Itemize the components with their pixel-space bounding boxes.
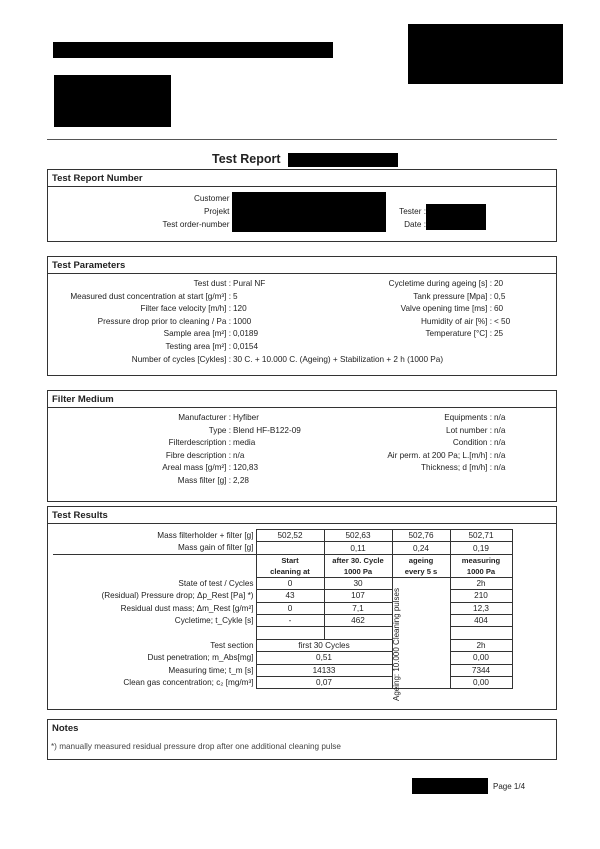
field-label: Filter face velocity [m/h] : xyxy=(140,304,231,313)
field-label: Testing area [m²] : xyxy=(165,342,231,351)
notes-text: *) manually measured residual pressure drop after one additional cleaning pulse xyxy=(51,742,341,751)
table-header-row xyxy=(53,554,512,577)
field-label: Sample area [m²] : xyxy=(164,329,231,338)
row-label: Mass filterholder + filter [g] xyxy=(157,531,254,541)
row-label: State of test / Cycles xyxy=(178,578,254,588)
table-cell: 0,00 xyxy=(450,676,512,688)
field-value: Pural NF xyxy=(233,279,266,288)
field-label: Manufacturer : xyxy=(178,413,231,422)
field-label: Filterdescription : xyxy=(169,438,231,447)
results-section xyxy=(47,506,557,710)
field-label: Tank pressure [Mpa] : xyxy=(413,292,492,301)
redacted-address xyxy=(54,75,171,127)
section-heading: Filter Medium xyxy=(48,391,556,408)
table-cell: first 30 Cycles xyxy=(256,639,392,651)
field-label: Equipments : xyxy=(444,413,492,422)
ageing-vertical-label: Ageing: 10.000 Cleaning pulses xyxy=(392,588,401,701)
table-cell: 0,11 xyxy=(324,542,392,554)
field-label: Pressure drop prior to cleaning / Pa : xyxy=(98,317,231,326)
tester-label: Tester : xyxy=(399,207,426,216)
redacted-footer xyxy=(412,778,488,794)
table-cell: 30 xyxy=(324,577,392,589)
field-value: 0,0189 xyxy=(233,329,259,339)
section-heading: Test Parameters xyxy=(48,257,556,274)
row-label: Clean gas concentration; c₂ [mg/m³] xyxy=(123,678,254,688)
field-label: Measured dust concentration at start [g/m³] : xyxy=(70,292,231,301)
table-cell: 107 xyxy=(324,590,392,602)
table-row xyxy=(53,542,512,554)
page-number: Page 1/4 xyxy=(493,782,526,791)
table-cell: 0,07 xyxy=(256,676,392,688)
field-value: n/a xyxy=(494,413,506,422)
table-cell xyxy=(256,542,324,554)
field-value: 0,5 xyxy=(494,291,506,301)
field-label: Test dust : xyxy=(194,279,231,288)
redacted-company-name xyxy=(53,42,333,58)
section-heading: Test Results xyxy=(48,507,556,524)
results-table xyxy=(53,529,513,689)
field-value: 30 C. + 10.000 C. (Ageing) + Stabilization + 2 h (1000 Pa) xyxy=(233,354,444,364)
field-value: 120,83 xyxy=(233,463,259,473)
column-header: ageing every 5 s xyxy=(392,554,450,577)
table-cell: 43 xyxy=(256,590,324,602)
header-rule xyxy=(47,139,557,140)
table-row xyxy=(53,530,512,542)
field-label: Air perm. at 200 Pa; L.[m/h] : xyxy=(387,451,492,460)
column-header: after 30. Cycle 1000 Pa xyxy=(324,554,392,577)
field-label: Temperature [°C] : xyxy=(425,329,492,338)
field-label: Thickness; d [m/h] : xyxy=(421,463,492,472)
field-label: Cycletime during ageing [s] : xyxy=(389,279,492,288)
field-value: n/a xyxy=(233,450,245,460)
field-value: Blend HF-B122-09 xyxy=(233,425,301,435)
table-cell: 502,71 xyxy=(450,530,512,542)
field-label: Condition : xyxy=(453,438,492,447)
parameters-section xyxy=(47,256,557,376)
field-value: 1000 xyxy=(233,316,252,326)
field-value: 25 xyxy=(494,329,504,339)
field-label: Areal mass [g/m²] : xyxy=(162,463,231,472)
column-header: measuring 1000 Pa xyxy=(450,554,512,577)
table-cell: 0,00 xyxy=(450,652,512,664)
table-cell: 404 xyxy=(450,614,512,626)
field-value: 2,28 xyxy=(233,476,249,485)
field-value: 5 xyxy=(233,291,238,301)
table-cell: 0,19 xyxy=(450,542,512,554)
project-label: Projekt : xyxy=(204,207,234,216)
field-value: 20 xyxy=(494,279,504,288)
table-cell: 502,52 xyxy=(256,530,324,542)
row-label: Residual dust mass; Δm_Rest [g/m²] xyxy=(120,603,254,613)
customer-label: Customer : xyxy=(194,194,234,203)
field-value: 60 xyxy=(494,304,504,314)
row-label: Dust penetration; m_Abs[mg] xyxy=(147,653,254,663)
notes-section xyxy=(47,719,557,760)
row-label: Test section xyxy=(210,640,254,650)
field-value: media xyxy=(233,438,256,448)
field-value: 0,0154 xyxy=(233,342,259,351)
table-cell: 7344 xyxy=(450,664,512,676)
table-cell: 0 xyxy=(256,577,324,589)
table-cell: 2h xyxy=(450,639,512,651)
redacted-tester-info xyxy=(426,204,486,230)
table-cell: 0,24 xyxy=(392,542,450,554)
row-label: (Residual) Pressure drop; Δp_Rest [Pa] *) xyxy=(101,591,254,601)
table-cell: 12,3 xyxy=(450,602,512,614)
field-value: 120 xyxy=(233,304,247,314)
section-heading: Test Report Number xyxy=(48,170,556,187)
field-value: n/a xyxy=(494,425,506,435)
redacted-logo xyxy=(408,24,563,84)
row-label: Cycletime; t_Cykle [s] xyxy=(174,616,254,626)
order-label: Test order-number : xyxy=(163,220,234,229)
section-heading: Notes xyxy=(52,723,79,734)
table-cell: 462 xyxy=(324,614,392,626)
table-cell: 7,1 xyxy=(324,602,392,614)
table-cell: - xyxy=(256,614,324,626)
field-label: Number of cycles [Cykles] : xyxy=(132,355,231,364)
field-label: Lot number : xyxy=(446,426,492,435)
field-value: Hyfiber xyxy=(233,413,259,422)
table-cell: 502,63 xyxy=(324,530,392,542)
column-header: Start cleaning at xyxy=(256,554,324,577)
redacted-report-id xyxy=(288,153,398,167)
field-value: n/a xyxy=(494,438,506,448)
redacted-customer-info xyxy=(232,192,386,232)
table-cell: 14133 xyxy=(256,664,392,676)
table-cell: 0,51 xyxy=(256,652,392,664)
field-label: Valve opening time [ms] : xyxy=(401,304,492,313)
field-label: Type : xyxy=(209,426,231,435)
table-cell: 0 xyxy=(256,602,324,614)
field-label: Mass filter [g] : xyxy=(178,476,231,485)
filter-medium-section xyxy=(47,390,557,502)
field-label: Fibre description : xyxy=(166,451,231,460)
field-value: n/a xyxy=(494,450,506,460)
date-label: Date : xyxy=(404,220,426,229)
field-value: < 50 xyxy=(494,316,511,326)
row-label: Mass gain of filter [g] xyxy=(177,543,254,553)
table-row xyxy=(53,577,512,589)
table-cell: 502,76 xyxy=(392,530,450,542)
table-cell: 2h xyxy=(450,577,512,589)
field-label: Humidity of air [%] : xyxy=(421,317,492,326)
page-title: Test Report xyxy=(212,152,281,166)
field-value: n/a xyxy=(494,463,506,473)
table-cell: 210 xyxy=(450,590,512,602)
row-label: Measuring time; t_m [s] xyxy=(168,665,254,675)
